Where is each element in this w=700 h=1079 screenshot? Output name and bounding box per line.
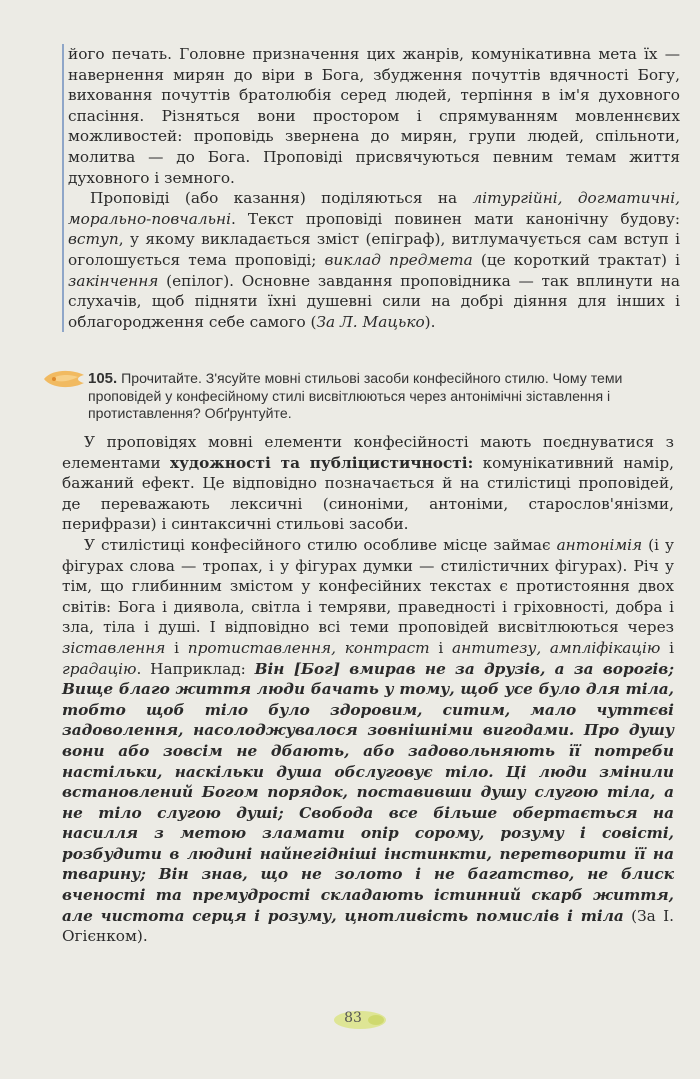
theory-paragraph-2: Проповіді (або казання) поділяються на літургійні, догматичні, морально-повчальні. Текст проповіді повинен мати канонічну будову: вступ, у якому викладається зміст (епіграф), витлумачується сам вступ і оголошується тема проповіді; виклад предмета (це короткий трактат) і закінчення (епілог). Основне завдання проповідника — так вплинути на слухачів, щоб підняти їхні душевні сили на добрі діяння для інших і облагородження себе самого (За Л. Мацько). [68,189,680,331]
text-paragraph-1: У проповідях мовні елементи конфесійності мають поєднуватися з елементами художності та публіцистичності: комунікативний намір, бажаний ефект. Це відповідно позначається й на стилістиці проповідей, де переважають лексичні (синоніми, антоніми, старослов'янізми, перифрази) і синтаксичні стильові засоби. [62,433,675,534]
exercise-marker-icon [42,367,86,391]
exercise-105-task [88,370,678,423]
exercise-instruction: Прочитайте. З'ясуйте мовні стильові засоби конфесійного стилю. Чому теми проповідей у конфесійному стилі висвітлюються через антонімічні зіставлення і протиставлення? Обґрунтуйте. [88,370,623,422]
page-number: 83 [318,1006,388,1032]
theory-paragraph-1: його печать. Головне призначення цих жанрів, комунікативна мета їх — навернення мирян до віри в Бога, збудження почуттів вдячності Богу, виховання почуттів братолюбія серед людей, терпіння в ім'я духовного спасіння. Різняться вони простором і спрямуванням мовленнєвих можливостей: проповідь звернена до мирян, групи людей, спільноти, молитва — до Бога. Проповіді присвячуються певним темам життя духовного і земного. [68,45,680,187]
exercise-number: 105. [88,370,118,387]
exercise-text [62,432,674,947]
theory-block [62,44,680,332]
text-paragraph-2: У стилістиці конфесійного стилю особливе місце займає антонімія (і у фігурах слова — тропах, і у фігурах думки — стилістичних фігурах). Річ у тім, що глибинним змістом у конфесійних текстах є протистояння двох світів: Бога і диявола, світла і темряви, праведності і гріховності, добра і зла, тіла і душі. І відповідно всі теми проповідей висвітлюються через зіставлення і протиставлення, контраст і антитезу, ампліфікацію і градацію. Наприклад: Він [Бог] вмирав не за друзів, а за ворогів; Вище благо життя люди бачать у тому, щоб усе було для тіла, тобто щоб тіло було здоровим, ситим, мало чуттєві задоволення, насолоджувалося зовнішніми вигодами. Про душу вони або зовсім не дбають, або задовольняють її потреби настільки, наскільки душа обслуговує тіло. Ці люди змінили встановлений Богом порядок, поставивши душу слугою тіла, а не тіло слугою душі; Свобода все більше обертається на насилля з метою зламати опір сорому, розуму і совісті, розбудити в людині найнегідніші інстинкти, перетворити її на тварину; Він знав, що не золото і не багатство, не блиск вченості та премудрості складають істинний скарб життя, але чистота серця і розуму, цнотливість помислів і тіла (За І. Огієнком). [62,535,675,946]
